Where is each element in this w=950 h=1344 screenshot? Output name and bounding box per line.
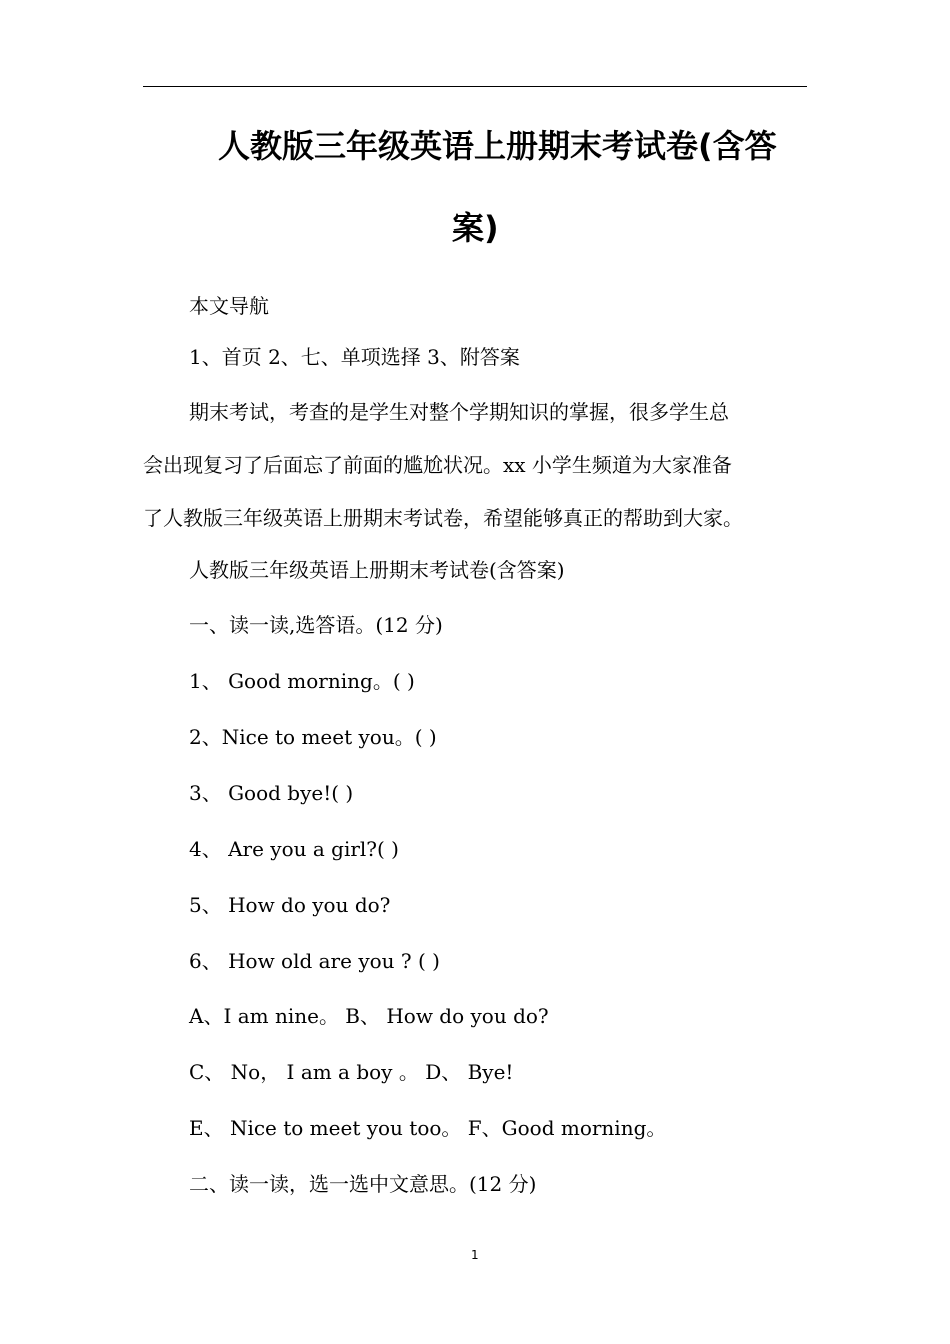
- question-item: 6、 How old are you ? ( ): [189, 949, 440, 973]
- document-title-line-1: 人教版三年级英语上册期末考试卷(含答: [218, 127, 777, 165]
- intro-line: 会出现复习了后面忘了前面的尴尬状况。xx 小学生频道为大家准备: [143, 453, 732, 477]
- page-number: 1: [471, 1248, 479, 1262]
- section-2-heading: 二、读一读，选一选中文意思。(12 分): [189, 1172, 537, 1196]
- question-item: 5、 How do you do?: [189, 893, 391, 917]
- question-item: 4、 Are you a girl?( ): [189, 837, 399, 861]
- answer-options: A、I am nine。 B、 How do you do?: [189, 1004, 549, 1028]
- intro-line: 期末考试，考查的是学生对整个学期知识的掌握，很多学生总: [189, 400, 729, 424]
- answer-options: C、 No， I am a boy 。 D、 Bye!: [189, 1060, 514, 1084]
- nav-heading: 本文导航: [189, 294, 269, 318]
- subtitle: 人教版三年级英语上册期末考试卷(含答案): [189, 558, 565, 582]
- nav-links[interactable]: 1、首页 2、七、单项选择 3、附答案: [189, 345, 520, 369]
- intro-line: 了人教版三年级英语上册期末考试卷，希望能够真正的帮助到大家。: [143, 506, 743, 530]
- section-1-heading: 一、读一读,选答语。(12 分): [189, 613, 443, 637]
- question-item: 1、 Good morning。( ): [189, 669, 415, 693]
- question-item: 2、Nice to meet you。( ): [189, 725, 437, 749]
- question-item: 3、 Good bye!( ): [189, 781, 354, 805]
- header-rule: [143, 86, 807, 87]
- document-title-line-2: 案): [452, 209, 499, 247]
- answer-options: E、 Nice to meet you too。 F、Good morning。: [189, 1116, 667, 1140]
